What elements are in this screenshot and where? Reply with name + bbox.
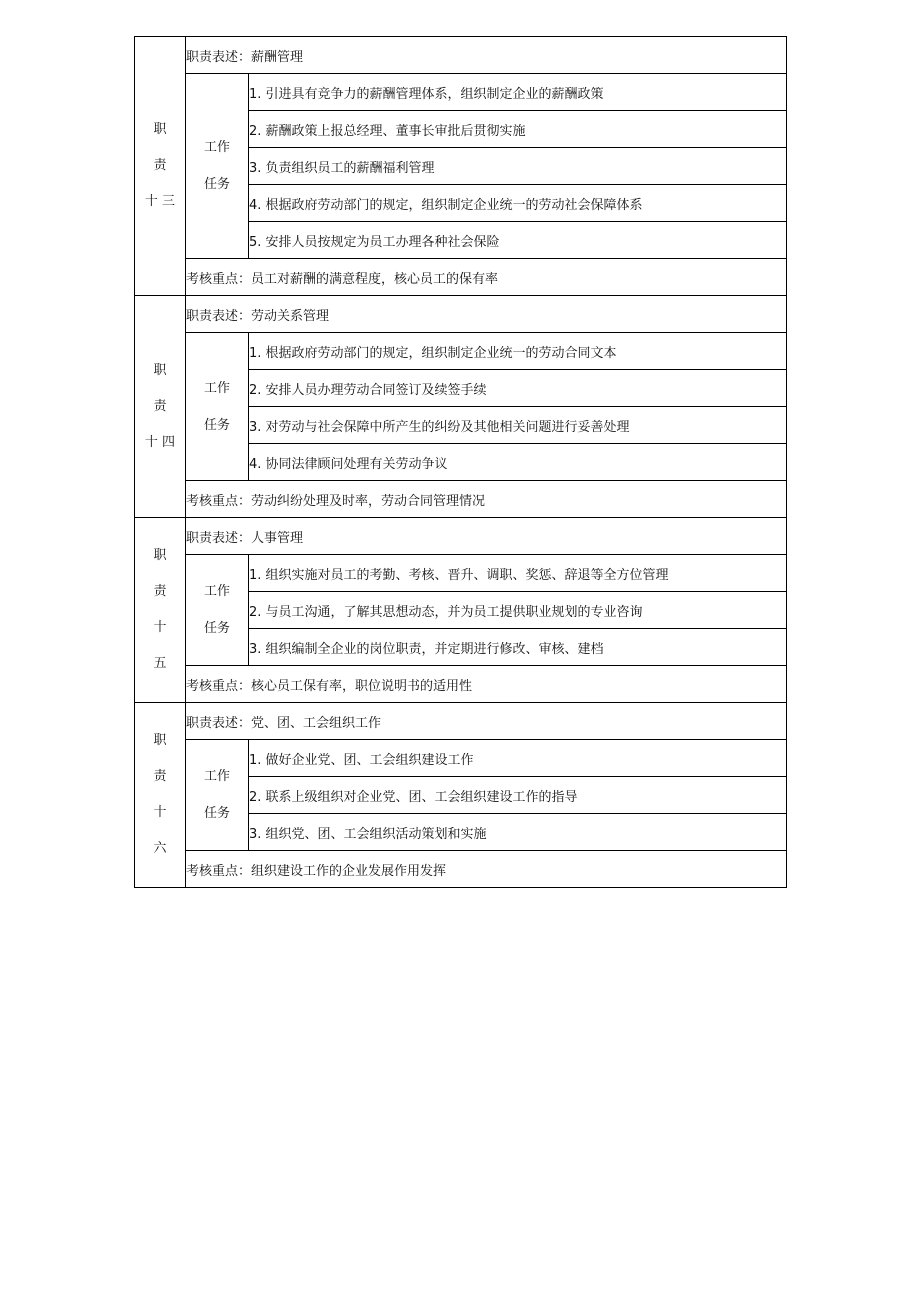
task-row — [135, 333, 787, 370]
assessment-row — [135, 259, 787, 296]
duty-description-row — [135, 296, 787, 333]
work-task-label — [186, 333, 249, 481]
task-item: 4. 协同法律顾问处理有关劳动争议 — [249, 444, 787, 481]
work-task-label-text: 任务 — [203, 177, 230, 192]
duty-description: 职责表述：劳动关系管理 — [186, 296, 787, 333]
assessment-row — [135, 666, 787, 703]
duty-number-label — [135, 703, 186, 888]
duty-label-char: 责 — [153, 398, 167, 414]
duty-label-char: 职 — [153, 122, 167, 137]
duty-label-char: 五 — [153, 656, 167, 671]
duty-label-char: 职 — [153, 733, 167, 748]
duty-table — [134, 36, 787, 888]
assessment-focus: 考核重点：组织建设工作的企业发展作用发挥 — [186, 851, 787, 888]
work-task-label — [186, 740, 249, 851]
assessment-focus: 考核重点：核心员工保有率，职位说明书的适用性 — [186, 666, 787, 703]
work-task-label-text: 任务 — [203, 806, 230, 821]
duty-label-char: 十 四 — [144, 434, 176, 450]
task-item: 2. 薪酬政策上报总经理、董事长审批后贯彻实施 — [249, 111, 787, 148]
work-task-label-text: 工作 — [203, 769, 230, 784]
assessment-focus: 考核重点：劳动纠纷处理及时率，劳动合同管理情况 — [186, 481, 787, 518]
duty-label-char: 职 — [153, 548, 167, 563]
task-item: 4. 根据政府劳动部门的规定，组织制定企业统一的劳动社会保障体系 — [249, 185, 787, 222]
duty-label-char: 十 三 — [144, 194, 176, 209]
task-item: 2. 与员工沟通，了解其思想动态，并为员工提供职业规划的专业咨询 — [249, 592, 787, 629]
duty-label-char: 职 — [153, 362, 167, 378]
duty-number-label — [135, 518, 186, 703]
duty-label-char: 责 — [153, 769, 167, 784]
duty-description: 职责表述：人事管理 — [186, 518, 787, 555]
duty-label-char: 十 — [153, 805, 167, 820]
assessment-row — [135, 851, 787, 888]
work-task-label — [186, 555, 249, 666]
duty-label-char: 十 — [153, 620, 167, 635]
task-item: 2. 联系上级组织对企业党、团、工会组织建设工作的指导 — [249, 777, 787, 814]
task-item: 5. 安排人员按规定为员工办理各种社会保险 — [249, 222, 787, 259]
task-row — [135, 740, 787, 777]
task-item: 2. 安排人员办理劳动合同签订及续签手续 — [249, 370, 787, 407]
duty-label-char: 责 — [153, 158, 167, 173]
duty-label-char: 六 — [153, 841, 167, 856]
table-body — [135, 37, 787, 888]
work-task-label-text: 任务 — [203, 417, 230, 433]
task-row — [135, 74, 787, 111]
work-task-label — [186, 74, 249, 259]
duty-description: 职责表述：党、团、工会组织工作 — [186, 703, 787, 740]
work-task-label-text: 工作 — [203, 584, 230, 599]
work-task-label-text: 工作 — [203, 380, 230, 396]
work-task-label-text: 工作 — [203, 140, 230, 155]
task-item: 1. 引进具有竞争力的薪酬管理体系，组织制定企业的薪酬政策 — [249, 74, 787, 111]
duty-number-label — [135, 37, 186, 296]
task-row — [135, 555, 787, 592]
task-item: 1. 做好企业党、团、工会组织建设工作 — [249, 740, 787, 777]
task-item: 1. 根据政府劳动部门的规定，组织制定企业统一的劳动合同文本 — [249, 333, 787, 370]
assessment-focus: 考核重点：员工对薪酬的满意程度，核心员工的保有率 — [186, 259, 787, 296]
task-item: 1. 组织实施对员工的考勤、考核、晋升、调职、奖惩、辞退等全方位管理 — [249, 555, 787, 592]
task-item: 3. 负责组织员工的薪酬福利管理 — [249, 148, 787, 185]
duty-description-row — [135, 518, 787, 555]
duty-number-label — [135, 296, 186, 518]
duty-description: 职责表述：薪酬管理 — [186, 37, 787, 74]
work-task-label-text: 任务 — [203, 621, 230, 636]
task-item: 3. 对劳动与社会保障中所产生的纠纷及其他相关问题进行妥善处理 — [249, 407, 787, 444]
duty-label-char: 责 — [153, 584, 167, 599]
task-item: 3. 组织编制全企业的岗位职责，并定期进行修改、审核、建档 — [249, 629, 787, 666]
duty-description-row — [135, 703, 787, 740]
assessment-row — [135, 481, 787, 518]
task-item: 3. 组织党、团、工会组织活动策划和实施 — [249, 814, 787, 851]
duty-description-row — [135, 37, 787, 74]
